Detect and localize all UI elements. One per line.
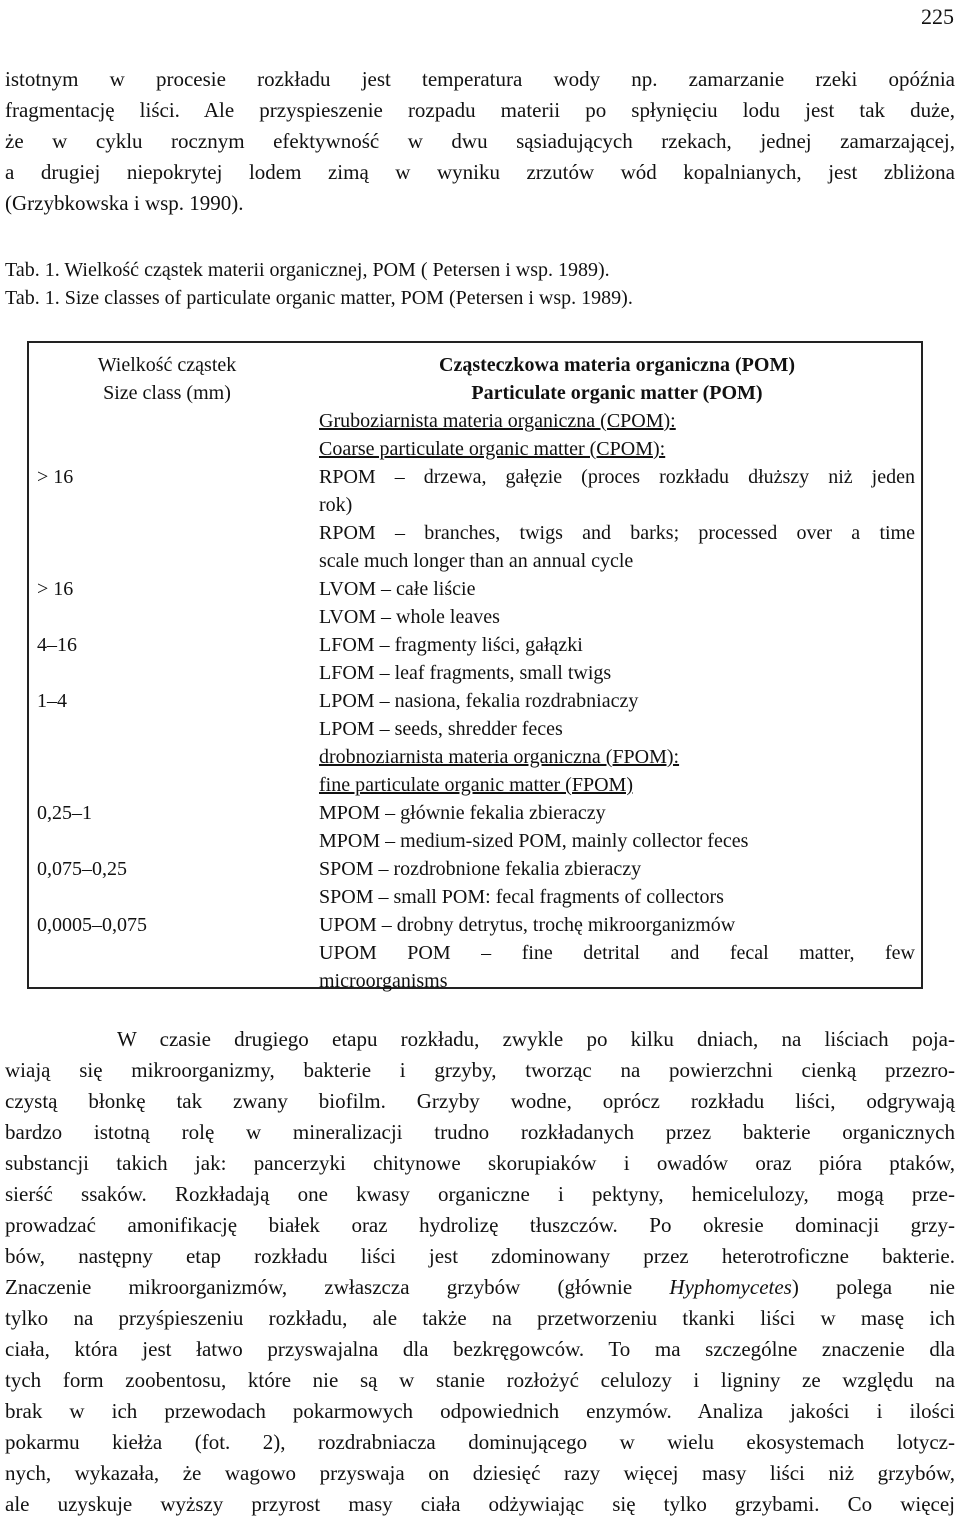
row-text-pl: MPOM – głównie fekalia zbieraczy	[319, 802, 606, 824]
text-line: pokarmu kiełża (fot. 2), rozdrabniacza dominującego w wielu ekosystemach lotycz-	[5, 1430, 955, 1454]
row-text-en: RPOM – branches, twigs and barks; processed over a time	[319, 522, 915, 544]
size-value: > 16	[37, 466, 74, 488]
text-line: prowadzać amonifikację białek oraz hydrolizę tłuszczów. Po okresie dominacji grzy-	[5, 1213, 955, 1237]
row-text-en: UPOM POM – fine detrital and fecal matter, few	[319, 942, 915, 964]
size-value: 1–4	[37, 690, 67, 712]
text-line: istotnym w procesie rozkładu jest temperatura wody np. zamarzanie rzeki opóźnia	[5, 67, 955, 91]
text-line: nych, wykazała, że wagowo przyswaja on dziesięć razy więcej masy liści niż grzybów,	[5, 1461, 955, 1485]
text-line: czystą błonkę tak zwany biofilm. Grzyby wodne, oprócz rozkładu liści, odgrywają	[5, 1089, 955, 1113]
text-line: bardzo istotną rolę w mineralizacji trudno rozkładanych przez bakterie organicznych	[5, 1120, 955, 1144]
text-line: wiają się mikroorganizmy, bakterie i grzyby, tworząc na powierzchni cienką przezro-	[5, 1058, 955, 1082]
fine-heading-en: fine particulate organic matter (FPOM)	[319, 774, 633, 796]
text-line: tych form zoobentosu, które nie są w stanie rozłożyć celulozy i ligniny ze względu na	[5, 1368, 955, 1392]
row-text-pl: LFOM – fragmenty liści, gałązki	[319, 634, 583, 656]
row-text-pl: SPOM – rozdrobnione fekalia zbieraczy	[319, 858, 642, 880]
row-text-en: LFOM – leaf fragments, small twigs	[319, 662, 612, 684]
caption-polish: Tab. 1. Wielkość cząstek materii organicznej, POM ( Petersen i wsp. 1989).	[5, 259, 610, 281]
size-class-table	[27, 341, 923, 992]
row-text-en: microorganisms	[319, 970, 448, 992]
size-value: 0,25–1	[37, 802, 92, 824]
row-text-pl: rok)	[319, 494, 353, 516]
text-line: a drugiej niepokrytej lodem zimą w wyniku zrzutów wód kopalnianych, jest zbliżona	[5, 160, 955, 184]
pom-column	[319, 351, 915, 995]
row-text-pl: RPOM – drzewa, gałęzie (proces rozkładu dłuższy niż jeden	[319, 466, 915, 488]
coarse-heading-pl: Gruboziarnista materia organiczna (CPOM):	[319, 410, 676, 432]
size-value: 0,075–0,25	[37, 858, 127, 880]
text-line: fragmentację liści. Ale przyspieszenie rozpadu materii po spłynięciu lodu jest tak duże,	[5, 98, 955, 122]
text-line: ciała, która jest łatwo przyswajalna dla bezkręgowców. To ma szczególne znaczenie dla	[5, 1337, 955, 1361]
taxon-name: Hyphomycetes	[669, 1275, 792, 1299]
coarse-heading-en: Coarse particulate organic matter (CPOM):	[319, 438, 666, 460]
text-line: bów, następny etap rozkładu liści jest zdominowany przez heterotroficzne bakterie.	[5, 1244, 955, 1268]
table-captions	[5, 256, 633, 312]
text-line: (Grzybkowska i wsp. 1990).	[5, 191, 244, 215]
size-column-header	[37, 351, 297, 407]
text-line: W czasie drugiego etapu rozkładu, zwykle po kilku dniach, na liściach poja-	[117, 1027, 955, 1051]
row-text-en: LVOM – whole leaves	[319, 606, 500, 628]
size-value: > 16	[37, 578, 74, 600]
row-text-pl: UPOM – drobny detrytus, trochę mikroorganizmów	[319, 914, 736, 936]
row-text-en: scale much longer than an annual cycle	[319, 550, 634, 572]
header-line: Particulate organic matter (POM)	[471, 382, 763, 404]
text-line: ale uzyskuje wyższy przyrost masy ciała odżywiając się tylko grzybami. Co więcej	[5, 1492, 955, 1516]
row-text-en: MPOM – medium-sized POM, mainly collector feces	[319, 830, 749, 852]
text-line-hyphomycetes: Znaczenie mikroorganizmów, zwłaszcza grzybów (głównie Hyphomycetes) polega nie	[5, 1275, 955, 1299]
intro-paragraph	[5, 64, 955, 219]
size-value: 0,0005–0,075	[37, 914, 147, 936]
text-line: tylko na przyśpieszeniu rozkładu, ale także na przetworzeniu tkanki liści w masę ich	[5, 1306, 955, 1330]
body-paragraph	[5, 1024, 955, 1520]
row-text-en: LPOM – seeds, shredder feces	[319, 718, 563, 740]
text-line: sierść ssaków. Rozkładają one kwasy organiczne i pektyny, hemicelulozy, mogą prze-	[5, 1182, 955, 1206]
text-line: substancji takich jak: pancerzyki chitynowe skorupiaków i owadów oraz pióra ptaków,	[5, 1151, 955, 1175]
row-text-pl: LPOM – nasiona, fekalia rozdrabniaczy	[319, 690, 639, 712]
header-line: Size class (mm)	[103, 382, 231, 404]
page-number: 225	[921, 4, 954, 29]
text-line: brak w ich przewodach pokarmowych odpowiednich enzymów. Analiza jakości i ilości	[5, 1399, 955, 1423]
row-text-pl: LVOM – całe liście	[319, 578, 476, 600]
header-line: Cząsteczkowa materia organiczna (POM)	[439, 354, 795, 376]
text-line: że w cyklu rocznym efektywność w dwu sąsiadujących rzekach, jednej zamarzającej,	[5, 129, 955, 153]
header-line: Wielkość cząstek	[97, 354, 237, 376]
size-value: 4–16	[37, 634, 77, 656]
size-column	[37, 351, 307, 939]
caption-english: Tab. 1. Size classes of particulate organic matter, POM (Petersen i wsp. 1989).	[5, 287, 633, 309]
row-text-en: SPOM – small POM: fecal fragments of collectors	[319, 886, 724, 908]
fine-heading-pl: drobnoziarnista materia organiczna (FPOM):	[319, 746, 680, 768]
pom-column-header	[319, 351, 915, 407]
